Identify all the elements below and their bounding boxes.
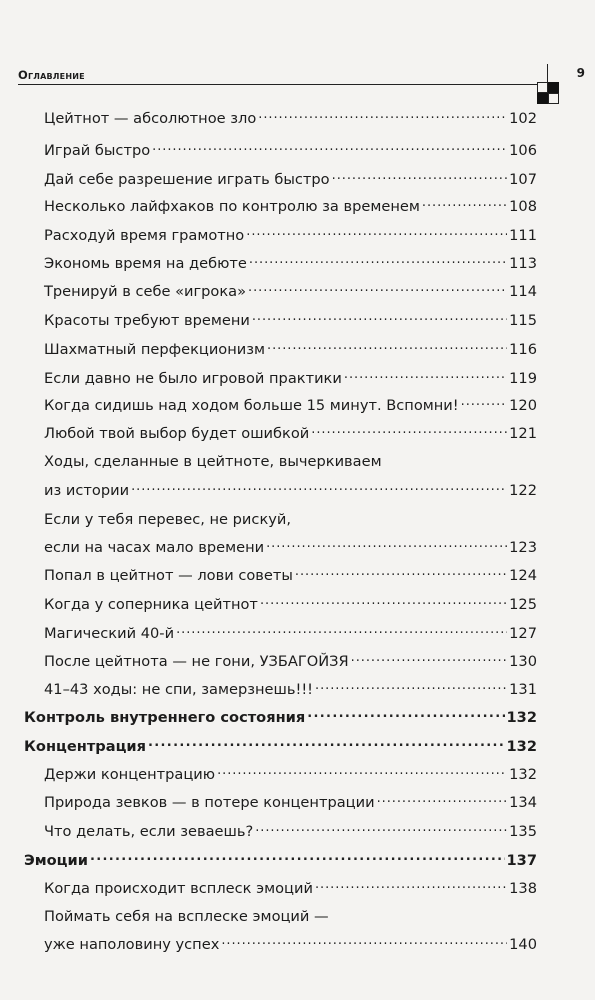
leader-dots [344,369,507,383]
toc-entry [44,282,537,301]
toc-entry-title: Тренируй в себе «игрока» [44,283,247,300]
toc-entry-page: 122 [509,482,537,499]
toc-section [24,851,537,870]
toc-entry-page: 119 [509,370,537,387]
toc-entry-page: 130 [509,653,537,670]
leader-dots [249,254,507,268]
leader-dots [255,822,507,836]
toc-entry-title: Магический 40-й [44,625,175,642]
toc-entry-title: Любой твой выбор будет ошибкой [44,425,310,442]
toc-entry [44,566,537,585]
toc-entry [44,141,537,160]
toc-entry [44,793,537,812]
toc-entry-first-line [44,511,291,529]
leader-dots [131,481,507,495]
toc-entry-page: 125 [509,596,537,613]
toc-entry-title: Несколько лайфхаков по контролю за временем [44,198,420,215]
toc-entry [44,170,537,189]
toc-entry-title: Дай себе разрешение играть быстро [44,171,330,188]
toc-entry [44,652,537,671]
toc-entry-first-line [44,453,382,471]
toc-section-title: Концентрация [24,738,147,755]
toc-entry-page: 132 [509,766,537,783]
toc-entry-title: 41–43 ходы: не спи, замерзнешь!!! [44,681,314,698]
toc-entry-page: 134 [509,794,537,811]
toc-section-title: Контроль внутреннего состояния [24,709,306,726]
toc-entry [44,396,537,415]
toc-entry-page: 115 [509,312,537,329]
leader-dots [332,170,508,184]
toc-entry-title: если на часах мало времени [44,539,265,556]
toc-entry-page: 116 [509,341,537,358]
toc-entry-page: 127 [509,625,537,642]
toc-entry-page: 140 [509,936,537,953]
toc-entry [44,481,537,500]
toc-entry-title-line1: Если у тебя перевес, не рискуй, [44,511,292,528]
toc-section-page: 132 [506,738,537,755]
leader-dots [148,737,505,751]
toc-entry [44,624,537,643]
toc-entry-page: 102 [509,110,537,127]
toc-section-page: 137 [506,852,537,869]
leader-dots [152,141,507,155]
toc-entry [44,109,537,128]
leader-dots [461,396,508,410]
page-number: 9 [576,66,585,80]
toc-entry-title: Если давно не было игровой практики [44,370,342,387]
toc-entry [44,226,537,245]
leader-dots [176,624,507,638]
toc-entry [44,369,537,388]
toc-entry-title: Когда у соперника цейтнот [44,596,258,613]
toc-entry-page: 113 [509,255,537,272]
toc-entry-page: 106 [509,142,537,159]
toc-entry-title-line1: Поймать себя на всплеске эмоций — [44,908,329,925]
header-title: Оглавление [18,68,85,82]
toc-entry-title: Шахматный перфекционизм [44,341,266,358]
leader-dots [351,652,507,666]
toc-entry-title: Когда происходит всплеск эмоций [44,880,313,897]
toc-entry-title: После цейтнота — не гони, УЗБАГОЙЗЯ [44,653,349,670]
leader-dots [248,282,507,296]
toc-entry-title: Цейтнот — абсолютное зло [44,110,257,127]
toc-entry [44,879,537,898]
toc-entry [44,254,537,273]
leader-dots [217,765,507,779]
toc-entry-page: 114 [509,283,537,300]
toc-entry-page: 138 [509,880,537,897]
toc-entry-page: 108 [509,198,537,215]
toc-entry [44,197,537,216]
toc-entry-title: Когда сидишь над ходом больше 15 минут. Вспомни! [44,397,459,414]
toc-entry [44,538,537,557]
leader-dots [377,793,508,807]
leader-dots [422,197,507,211]
toc-entry [44,424,537,443]
leader-dots [90,851,505,865]
toc-entry-first-line [44,908,329,926]
toc-entry-page: 120 [509,397,537,414]
toc-entry-page: 121 [509,425,537,442]
toc-entry-title-line1: Ходы, сделанные в цейтноте, вычеркиваем [44,453,382,470]
toc-entry-title: Экономь время на дебюте [44,255,247,272]
toc-entry [44,340,537,359]
toc-entry [44,765,537,784]
toc-entry [44,595,537,614]
leader-dots [266,538,507,552]
toc-entry-page: 111 [509,227,537,244]
toc-entry-title: Что делать, если зеваешь? [44,823,254,840]
leader-dots [267,340,507,354]
leader-dots [295,566,507,580]
toc-entry [44,822,537,841]
leader-dots [252,311,507,325]
leader-dots [246,226,507,240]
toc-entry-title: Попал в цейтнот — лови советы [44,567,293,584]
toc-section-page: 132 [506,709,537,726]
toc-entry-title: Держи концентрацию [44,766,216,783]
toc-entry-title: Красоты требуют времени [44,312,250,329]
toc-entry-page: 124 [509,567,537,584]
toc-section [24,708,537,727]
toc-entry-title: уже наполовину успех [44,936,220,953]
toc-entry [44,935,537,954]
leader-dots [311,424,507,438]
toc-entry-title: Расходуй время грамотно [44,227,245,244]
toc-entry-page: 107 [509,171,537,188]
leader-dots [258,109,507,123]
leader-dots [221,935,507,949]
toc-entry [44,680,537,699]
leader-dots [315,879,507,893]
toc-entry-page: 131 [509,681,537,698]
toc-entry-title: Природа зевков — в потере концентрации [44,794,375,811]
toc-entry-title: Играй быстро [44,142,151,159]
toc-entry-title: из истории [44,482,130,499]
leader-dots [315,680,507,694]
toc-entry-page: 135 [509,823,537,840]
leader-dots [260,595,507,609]
leader-dots [307,708,504,722]
toc-section-title: Эмоции [24,852,88,869]
toc-entry-page: 123 [509,539,537,556]
toc-section [24,737,537,756]
toc-entry [44,311,537,330]
